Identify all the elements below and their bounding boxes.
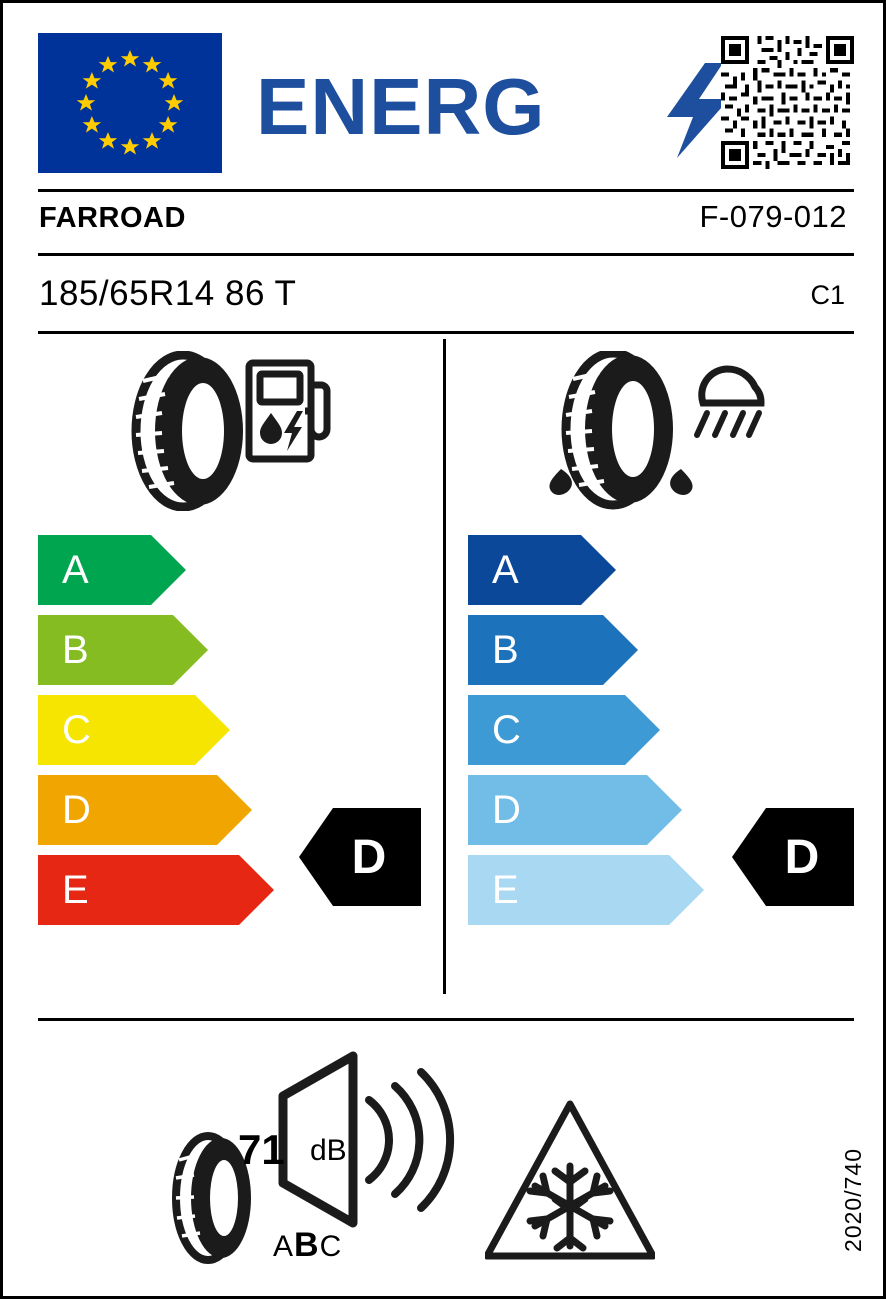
fuel-result-letter: D	[351, 830, 387, 884]
wet-grip-result	[732, 808, 854, 906]
divider-3	[38, 331, 854, 334]
tyre-fuel-pump-icon	[121, 351, 331, 511]
grade-row	[468, 775, 706, 847]
grade-letter: A	[492, 548, 519, 592]
fuel-grade-c	[38, 695, 276, 765]
wet-grade-e	[468, 855, 706, 925]
grade-row	[468, 695, 706, 767]
noise-class-a: A	[273, 1230, 295, 1263]
fuel-grade-a	[38, 535, 276, 605]
divider-4	[38, 1018, 854, 1021]
noise-value: 71	[238, 1126, 285, 1173]
grade-letter: D	[492, 788, 521, 832]
fuel-efficiency-result	[299, 808, 421, 906]
noise-class-c: C	[319, 1230, 343, 1263]
noise-section	[163, 1048, 473, 1273]
wet-grip-scale	[468, 535, 706, 935]
model-code: F-079-012	[699, 199, 847, 234]
grade-row	[38, 855, 276, 927]
fuel-grade-b	[38, 615, 276, 685]
grade-letter: A	[62, 548, 89, 592]
fuel-grade-d	[38, 775, 276, 845]
divider-vertical	[443, 339, 446, 994]
fuel-grade-e	[38, 855, 276, 925]
tyre-size: 185/65R14 86 T	[39, 274, 297, 313]
divider-1	[38, 189, 854, 192]
grade-row	[38, 695, 276, 767]
eu-flag-icon	[38, 33, 222, 173]
grade-row	[468, 535, 706, 607]
wet-result-letter: D	[784, 830, 820, 884]
divider-2	[38, 253, 854, 256]
fuel-efficiency-scale	[38, 535, 276, 935]
three-peak-mountain-snowflake-icon	[485, 1098, 655, 1263]
grade-letter: C	[62, 708, 91, 752]
grade-row	[38, 535, 276, 607]
grade-row	[38, 615, 276, 687]
grade-row	[468, 615, 706, 687]
grade-letter: B	[62, 628, 89, 672]
tyre-rain-cloud-icon	[531, 351, 791, 511]
grade-row	[468, 855, 706, 927]
grade-row	[38, 775, 276, 847]
noise-unit: dB	[310, 1134, 347, 1167]
grade-letter: C	[492, 708, 521, 752]
energy-wordmark: ENERG	[256, 62, 546, 151]
tyre-class: C1	[810, 280, 845, 310]
grade-letter: E	[492, 868, 519, 912]
wet-grade-a	[468, 535, 706, 605]
noise-class-row	[273, 1226, 342, 1265]
grade-letter: D	[62, 788, 91, 832]
label-header	[38, 33, 854, 173]
regulation-year: 2020/740	[840, 1148, 866, 1252]
grade-letter: B	[492, 628, 519, 672]
grade-letter: E	[62, 868, 89, 912]
wet-grade-b	[468, 615, 706, 685]
noise-class-b: B	[294, 1226, 320, 1264]
brand-name: FARROAD	[39, 202, 186, 234]
wet-grade-d	[468, 775, 706, 845]
wet-grade-c	[468, 695, 706, 765]
qr-code	[721, 36, 854, 169]
